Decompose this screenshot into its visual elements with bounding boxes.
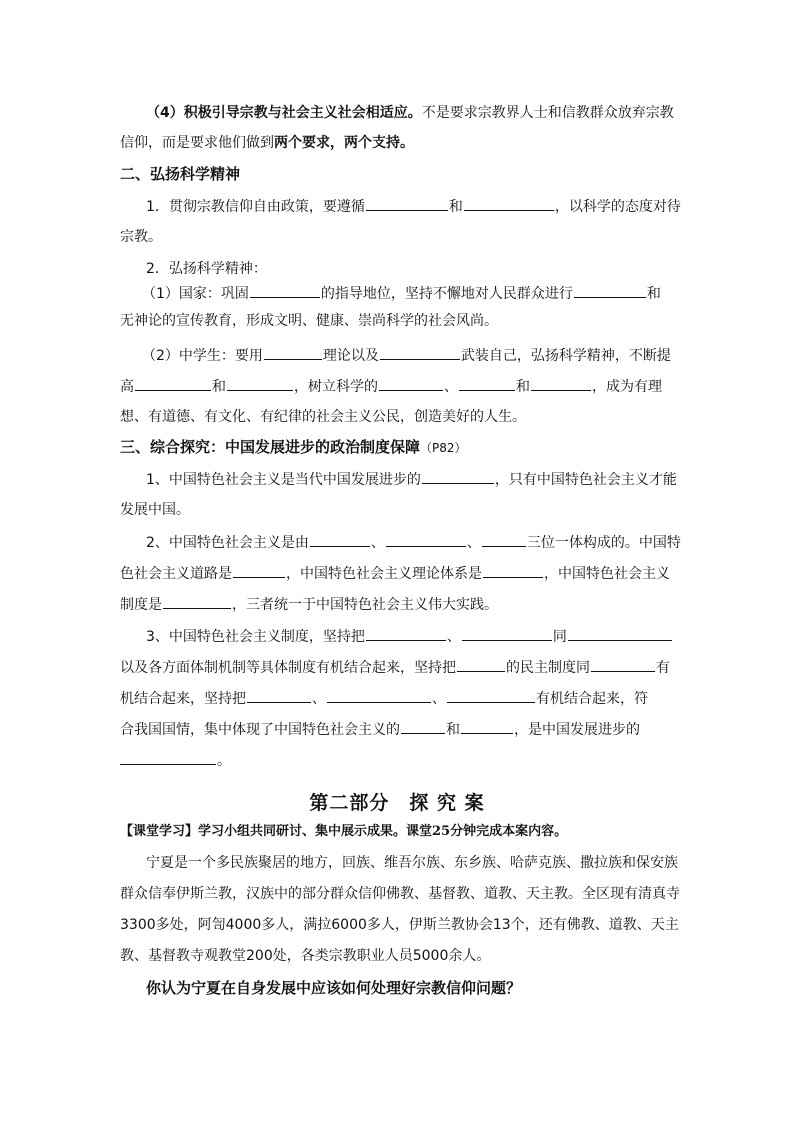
s2-p4-text-h: 和 [516,379,530,395]
blank[interactable] [120,750,216,765]
s2-p1-text-a: 1．贯彻宗教信仰自由政策，要遵循 [146,199,365,215]
s2-p4-text-c: 武装自己，弘扬科学精神，不断提 [460,348,671,364]
s2-p3-text-c: 和 [646,286,661,302]
s2-p4-text-e: 和 [212,379,226,395]
s3-q3-text-h: 、 [312,691,326,707]
blank[interactable] [327,688,431,703]
s3-q2-text-c: 、 [466,535,481,551]
blank[interactable] [264,345,322,360]
item4-bold: （4）积极引导宗教与社会主义社会相适应。 [146,105,422,121]
blank[interactable] [366,196,448,211]
s3-q2-text-i: ，三者统一于中国特色社会主义伟大实践。 [232,597,498,613]
discussion-question: 你认为宁夏在自身发展中应该如何处理好宗教信仰问题？ [146,979,522,997]
s3-q3-line4 [120,719,680,740]
section3-heading-text: 三、综合探究：中国发展进步的政治制度保障 [120,438,421,456]
s3-q3-text-f: 有 [656,660,670,676]
s2-p4-line1 [142,345,702,366]
s3-q3-text-g: 机结合起来，坚持把 [120,691,246,707]
blank[interactable] [310,532,370,547]
s3-q2-line3 [120,594,680,615]
s3-q3-text-m: ，是中国发展进步的 [514,722,640,738]
s3-q3-text-k: 合我国国情，集中体现了中国特色社会主义的 [120,722,400,738]
blank[interactable] [380,345,460,360]
blank[interactable] [366,626,446,641]
s3-q3-text-c: 同 [552,629,567,645]
blank[interactable] [401,719,445,734]
s3-q2-text-b: 、 [370,535,385,551]
s3-q2-line1 [146,532,706,553]
s3-q3-line5 [120,750,680,771]
s2-p1-line2: 宗教。 [120,229,162,245]
classroom-note: 【课堂学习】学习小组共同研讨、集中展示成果。课堂25分钟完成本案内容。 [120,824,568,839]
ningxia-para-line2: 群众信奉伊斯兰教，汉族中的部分群众信仰佛教、基督教、道教、天主教。全区现有清真寺 [120,886,680,902]
s3-q1-text-b: ，只有中国特色社会主义才能 [494,472,677,488]
s3-q3-text-e: 的民主制度同 [506,660,590,676]
blank[interactable] [227,376,293,391]
blank[interactable] [482,532,526,547]
blank[interactable] [447,688,535,703]
ningxia-para-line1: 宁夏是一个多民族聚居的地方，回族、维吾尔族、东乡族、哈萨克族、撒拉族和保安族 [146,855,678,871]
s2-p4-text-f: ，树立科学的 [294,379,378,395]
s3-q3-text-b: 、 [446,629,461,645]
s3-q3-text-j: 有机结合起来，符 [536,691,648,707]
part2-title: 第二部分 探 究 案 [309,792,485,814]
blank[interactable] [591,657,655,672]
s3-q3-text-a: 3、中国特色社会主义制度，坚持把 [146,629,365,645]
blank[interactable] [461,719,513,734]
blank[interactable] [574,283,646,298]
s2-p4-text-g: 、 [444,379,458,395]
blank[interactable] [483,563,543,578]
blank[interactable] [422,469,494,484]
blank[interactable] [457,657,505,672]
s2-p2: 2．弘扬科学精神： [146,261,267,277]
s3-q1-text-a: 1、中国特色社会主义是当代中国发展进步的 [146,472,421,488]
ningxia-para-line4: 教、基督教寺观教堂200处，各类宗教职业人员5000余人。 [120,948,491,964]
item4-line1 [146,103,706,123]
item4-rest-1: 不是要求宗教界人士和信教群众放弃宗教 [421,105,674,121]
s3-q2-text-a: 2、中国特色社会主义是由 [146,535,309,551]
s3-q1-line1 [146,469,706,490]
s3-q3-text-l: 和 [446,722,460,738]
blank[interactable] [379,376,443,391]
blank[interactable] [568,626,672,641]
s2-p3-line2: 无神论的宣传教育，形成文明、健康、崇尚科学的社会风尚。 [120,313,498,329]
s3-q1-line2: 发展中国。 [120,502,190,518]
s2-p3-text-a: （1）国家：巩固 [142,286,249,302]
s3-q2-text-d: 三位一体构成的。中国特 [526,535,681,551]
s3-q2-text-e: 色社会主义道路是 [120,566,232,582]
item4-rest-2b: 两个要求，两个支持。 [274,135,414,151]
blank[interactable] [531,376,591,391]
s2-p4-text-d: 高 [120,379,134,395]
s2-p4-line2 [120,376,680,397]
s3-q2-text-h: 制度是 [120,597,162,613]
section3-heading [120,437,680,458]
blank[interactable] [386,532,466,547]
item4-rest-2a: 信仰，而是要求他们做到 [120,135,274,151]
s2-p3-text-b: 的指导地位，坚持不懈地对人民群众进行 [320,286,573,302]
s3-q3-text-i: 、 [432,691,446,707]
s3-q3-line3 [120,688,680,709]
blank[interactable] [459,376,515,391]
s3-q3-line1 [146,626,706,647]
s3-q2-line2 [120,563,680,584]
s3-q3-text-n: 。 [217,753,231,769]
s3-q2-text-g: ，中国特色社会主义 [544,566,670,582]
s2-p3-line1 [142,283,702,304]
s2-p4-text-a: （2）中学生：要用 [142,348,263,364]
s2-p1-line1 [146,196,706,217]
blank[interactable] [247,688,311,703]
blank[interactable] [135,376,211,391]
blank[interactable] [233,563,285,578]
s2-p4-text-b: 理论以及 [322,348,379,364]
s2-p4-line3: 想、有道德、有文化、有纪律的社会主义公民，创造美好的人生。 [120,409,526,425]
blank[interactable] [462,626,552,641]
s2-p4-text-i: ，成为有理 [592,379,662,395]
section2-heading: 二、弘扬科学精神 [120,165,241,183]
ningxia-para-line3: 3300多处，阿訇4000多人，满拉6000多人，伊斯兰教协会13个，还有佛教、道教、天主 [120,917,679,933]
blank[interactable] [464,196,554,211]
s2-p1-text-b: 和 [448,199,463,215]
s3-q3-text-d: 以及各方面体制机制等具体制度有机结合起来，坚持把 [120,660,456,676]
blank[interactable] [163,594,231,609]
s3-q3-line2 [120,657,680,678]
item4-line2 [120,133,680,153]
s2-p1-text-c: ，以科学的态度对待 [554,199,681,215]
blank[interactable] [250,283,320,298]
s3-q2-text-f: ，中国特色社会主义理论体系是 [286,566,482,582]
section3-heading-ref: （P82） [420,441,467,455]
